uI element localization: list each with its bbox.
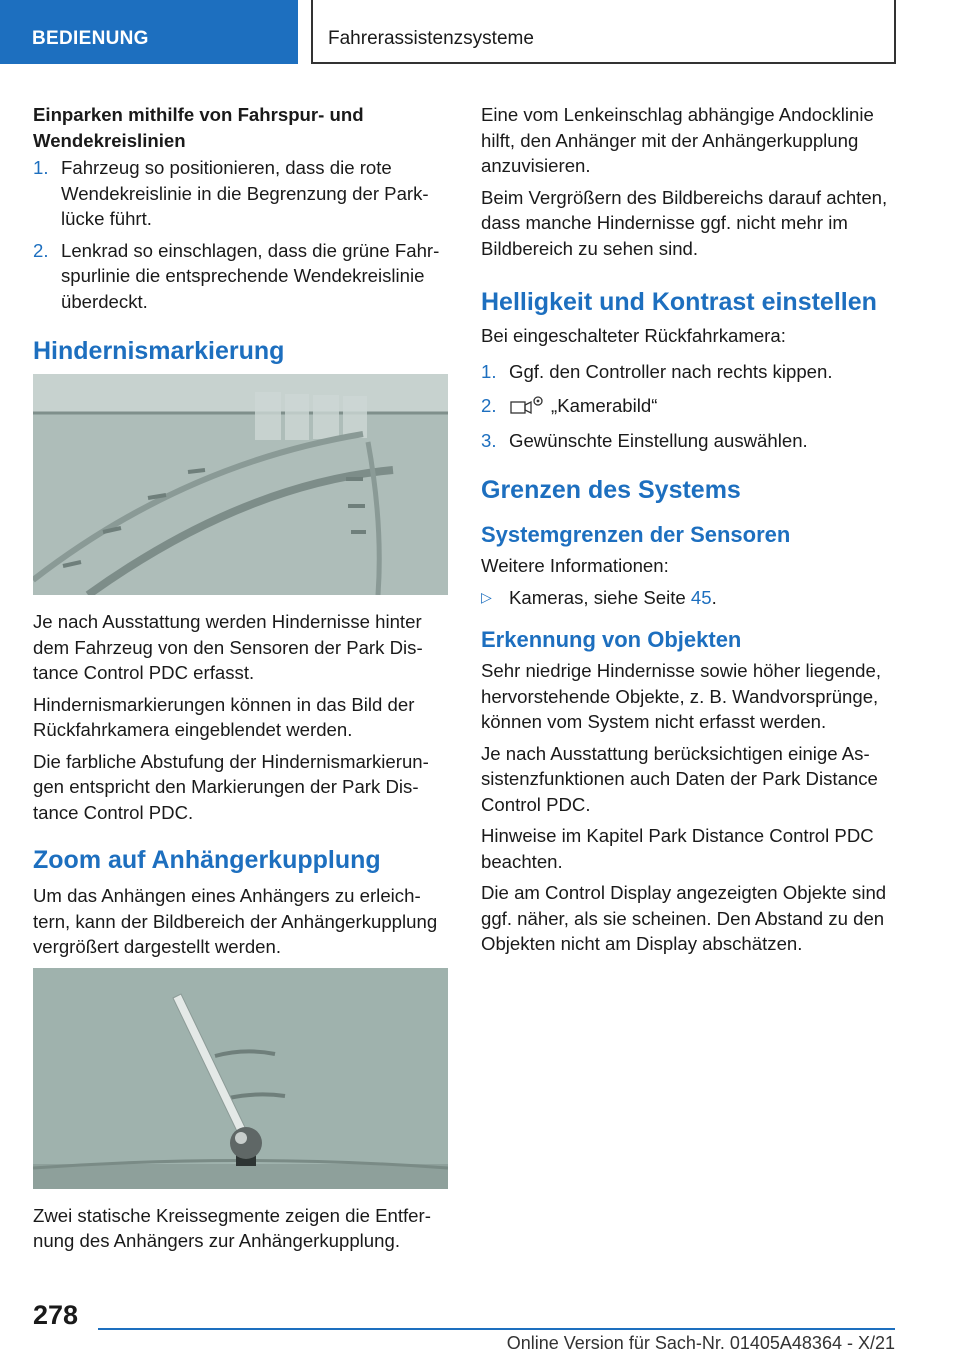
paragraph: Beim Vergrößern des Bildbereichs darauf achten, dass manche Hindernisse ggf. nicht mehr im Bildbereich zu sehen sind. xyxy=(481,186,888,259)
list-item xyxy=(33,155,448,232)
heading-object-detection: Erkennung von Objekten xyxy=(481,627,742,652)
step-number: 1. xyxy=(33,157,49,178)
right-column xyxy=(481,102,901,963)
step-number: 3. xyxy=(481,429,497,451)
chapter-title: Fahrerassistenzsysteme xyxy=(328,28,534,49)
step-number: 1. xyxy=(481,360,497,382)
triangle-bullet-icon: ▷ xyxy=(481,588,492,605)
paragraph: Eine vom Lenkeinschlag abhängige Andocklinie hilft, den Anhänger mit der Anhängerkupplung anzuvisieren. xyxy=(481,104,874,176)
paragraph: Die farbliche Abstufung der Hindernismarkierungen entspricht den Markierungen der Park Distance Control PDC. xyxy=(33,750,429,823)
bullet-text: Kameras, siehe Seite xyxy=(509,586,686,608)
bullet-punctuation: . xyxy=(711,586,717,608)
step-number: 2. xyxy=(33,239,49,261)
left-column xyxy=(33,102,448,1260)
subheading-parking-lines: Einparken mithilfe von Fahrspur- und Wendekreislinien xyxy=(33,104,364,151)
paragraph: Sehr niedrige Hindernisse sowie höher liegende, hervorstehende Objekte, z. B. Wandvorsprünge, können vom System nicht erfasst werden. xyxy=(481,660,882,732)
list-item xyxy=(481,585,901,611)
section-title: BEDIENUNG xyxy=(32,28,149,49)
parking-steps xyxy=(33,155,448,314)
list-item xyxy=(481,359,901,385)
paragraph: Hindernismarkierungen können in das Bild der Rückfahrkamera eingeblendet werden. xyxy=(33,693,415,740)
figure-caption: Zwei statische Kreissegmente zeigen die Entfernung des Anhängers zur Anhängerkupplung. xyxy=(33,1204,431,1251)
paragraph: Um das Anhängen eines Anhängers zu erleichtern, kann der Bildbereich der Anhängerkupplung vergrößert dargestellt werden. xyxy=(33,885,438,957)
heading-obstacle-marking: Hindernismarkierung xyxy=(33,337,285,365)
step-text: „Kamerabild“ xyxy=(551,395,658,416)
step-text: Fahrzeug so positionieren, dass die rote Wendekreislinie in die Begrenzung der Parklücke führt. xyxy=(61,157,429,229)
brightness-steps xyxy=(481,359,901,454)
footer-text: Online Version für Sach-Nr. 01405A48364 - X/21 xyxy=(506,1333,895,1353)
paragraph: Die am Control Display angezeigten Objekte sind ggf. näher, als sie scheinen. Den Abstand zu den Objekten nicht am Display abschätzen. xyxy=(481,882,887,954)
paragraph: Je nach Ausstattung werden Hindernisse hinter dem Fahrzeug von den Sensoren der Park Distance Control PDC erfasst. xyxy=(33,611,423,683)
paragraph: Hinweise im Kapitel Park Distance Control PDC beachten. xyxy=(481,825,874,872)
list-item xyxy=(481,428,901,454)
sensor-info-list xyxy=(481,585,901,611)
list-item xyxy=(33,238,448,315)
list-item xyxy=(481,393,901,419)
step-number: 2. xyxy=(481,395,497,416)
page-number: 278 xyxy=(33,1300,79,1330)
step-text: Lenkrad so einschlagen, dass die grüne Fahrspurlinie die entsprechende Wendekreislinie überdeckt. xyxy=(61,239,440,312)
section-tab xyxy=(0,0,298,64)
page-link[interactable]: 45 xyxy=(690,586,712,608)
heading-zoom-trailer-hitch: Zoom auf Anhängerkupplung xyxy=(33,846,381,874)
footer-divider xyxy=(98,1328,895,1330)
chapter-header xyxy=(311,0,896,64)
camera-settings-icon xyxy=(509,394,545,416)
obstacle-marking-illustration xyxy=(33,374,448,595)
paragraph: Bei eingeschalteter Rückfahrkamera: xyxy=(481,325,786,346)
heading-brightness-contrast: Helligkeit und Kontrast einstellen xyxy=(481,288,877,316)
heading-sensor-limits: Systemgrenzen der Sensoren xyxy=(481,522,791,547)
paragraph: Weitere Informationen: xyxy=(481,555,669,576)
heading-system-limits: Grenzen des Systems xyxy=(481,476,741,504)
paragraph: Je nach Ausstattung berücksichtigen einige Assistenzfunktionen auch Daten der Park Distance Control PDC. xyxy=(481,742,878,815)
step-text: Ggf. den Controller nach rechts kippen. xyxy=(509,360,833,382)
step-text: Gewünschte Einstellung auswählen. xyxy=(509,429,808,451)
trailer-hitch-zoom-illustration xyxy=(33,968,448,1189)
